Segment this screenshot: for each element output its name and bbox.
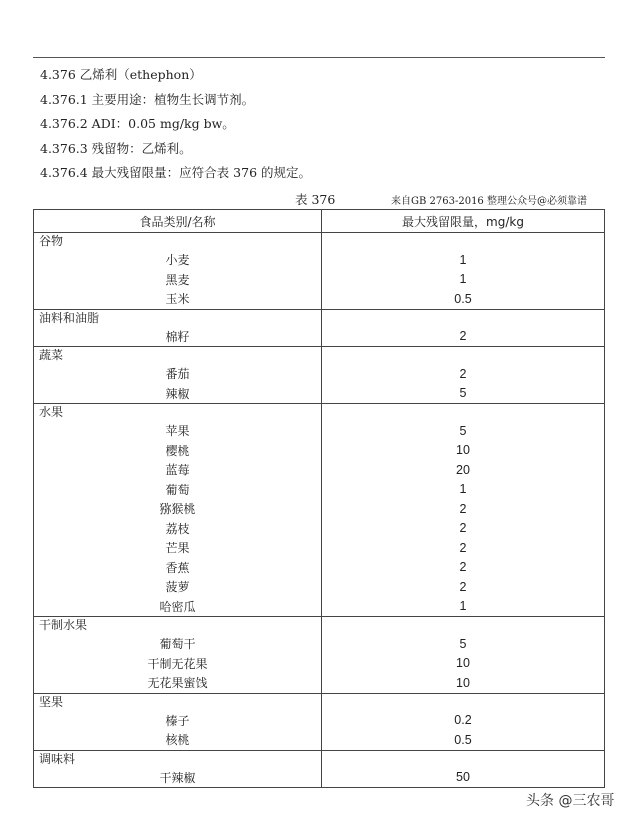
table-row [34, 634, 604, 654]
category-value-empty [322, 310, 604, 327]
heading-mrl: 4.376.4 最大残留限量：应符合表 376 的规定。 [40, 165, 311, 180]
mrl-value: 10 [456, 675, 470, 690]
category-name: 油料和油脂 [34, 310, 322, 327]
table-caption-row [33, 187, 605, 209]
category-name: 水果 [34, 404, 322, 421]
heading-residue: 4.376.3 残留物：乙烯利。 [40, 140, 192, 156]
mrl-value: 1 [459, 272, 467, 287]
mrl-value: 0.5 [454, 732, 472, 747]
food-name: 小麦 [34, 250, 322, 270]
table-row [34, 558, 604, 578]
table-row [34, 519, 604, 539]
table-row [34, 768, 604, 788]
mrl-value: 20 [456, 462, 470, 477]
category-row [34, 404, 604, 421]
mrl-value: 1 [459, 599, 467, 614]
header-food-category: 食品类别/名称 [34, 210, 322, 232]
table-row [34, 480, 604, 500]
food-name: 玉米 [34, 289, 322, 309]
table-header-row [34, 210, 604, 233]
mrl-value: 10 [456, 443, 470, 458]
table-row [34, 730, 604, 750]
section-heading-block [40, 63, 311, 186]
mrl-value: 2 [459, 329, 467, 344]
mrl-value: 0.2 [454, 713, 472, 728]
food-name: 香蕉 [34, 558, 322, 578]
table-row [34, 289, 604, 309]
food-name: 干制无花果 [34, 654, 322, 674]
food-name: 蓝莓 [34, 460, 322, 480]
category-group [34, 404, 604, 617]
table-row [34, 597, 604, 617]
table-row [34, 673, 604, 693]
category-value-empty [322, 404, 604, 421]
header-max-residue-limit: 最大残留限量，mg/kg [402, 214, 524, 229]
category-group [34, 694, 604, 751]
mrl-value: 5 [459, 386, 467, 401]
table-row [34, 384, 604, 404]
food-name: 棉籽 [34, 327, 322, 347]
category-value-empty [322, 233, 604, 250]
category-row [34, 617, 604, 634]
category-group [34, 347, 604, 404]
watermark: 头条 @三农哥 [526, 793, 615, 809]
heading-main-use: 4.376.1 主要用途：植物生长调节剂。 [40, 91, 255, 107]
food-name: 干辣椒 [34, 768, 322, 788]
mrl-value: 2 [459, 579, 467, 594]
table-row [34, 654, 604, 674]
table-body [34, 233, 604, 787]
food-name: 无花果蜜饯 [34, 673, 322, 693]
food-name: 芒果 [34, 538, 322, 558]
category-row [34, 347, 604, 364]
table-row [34, 538, 604, 558]
category-value-empty [322, 751, 604, 768]
category-group [34, 233, 604, 310]
food-name: 番茄 [34, 364, 322, 384]
food-name: 苹果 [34, 421, 322, 441]
food-name: 猕猴桃 [34, 499, 322, 519]
food-name: 哈密瓜 [34, 597, 322, 617]
mrl-value: 2 [459, 521, 467, 536]
category-name: 谷物 [34, 233, 322, 250]
table-row [34, 577, 604, 597]
category-value-empty [322, 617, 604, 634]
food-name: 黑麦 [34, 270, 322, 290]
mrl-value: 1 [459, 252, 467, 267]
food-name: 核桃 [34, 730, 322, 750]
category-row [34, 751, 604, 768]
table-caption: 表 376 [295, 192, 336, 207]
table-row [34, 270, 604, 290]
mrl-value: 2 [459, 540, 467, 555]
mrl-value: 2 [459, 501, 467, 516]
food-name: 菠萝 [34, 577, 322, 597]
food-name: 樱桃 [34, 441, 322, 461]
table-row [34, 499, 604, 519]
table-row [34, 460, 604, 480]
category-group [34, 751, 604, 788]
category-value-empty [322, 694, 604, 711]
mrl-table [33, 209, 605, 788]
mrl-value: 2 [459, 366, 467, 381]
top-rule [33, 57, 605, 58]
mrl-value: 50 [456, 770, 470, 785]
food-name: 葡萄 [34, 480, 322, 500]
mrl-value: 1 [459, 482, 467, 497]
mrl-value: 0.5 [454, 291, 472, 306]
food-name: 葡萄干 [34, 634, 322, 654]
category-group [34, 310, 604, 348]
category-group [34, 617, 604, 694]
category-name: 调味料 [34, 751, 322, 768]
heading-adi: 4.376.2 ADI：0.05 mg/kg bw。 [40, 116, 235, 131]
mrl-value: 5 [459, 423, 467, 438]
mrl-value: 5 [459, 636, 467, 651]
category-value-empty [322, 347, 604, 364]
table-row [34, 421, 604, 441]
source-note: 来自GB 2763-2016 整理公众号@必须靠谱 [391, 196, 587, 207]
heading-title: 4.376 乙烯利（ethephon） [40, 67, 202, 82]
mrl-value: 2 [459, 560, 467, 575]
table-row [34, 327, 604, 347]
food-name: 辣椒 [34, 384, 322, 404]
category-row [34, 694, 604, 711]
table-row [34, 364, 604, 384]
food-name: 榛子 [34, 711, 322, 731]
food-name: 荔枝 [34, 519, 322, 539]
mrl-value: 10 [456, 656, 470, 671]
category-name: 干制水果 [34, 617, 322, 634]
category-row [34, 233, 604, 250]
category-name: 坚果 [34, 694, 322, 711]
table-row [34, 250, 604, 270]
category-name: 蔬菜 [34, 347, 322, 364]
table-row [34, 441, 604, 461]
category-row [34, 310, 604, 327]
table-row [34, 711, 604, 731]
